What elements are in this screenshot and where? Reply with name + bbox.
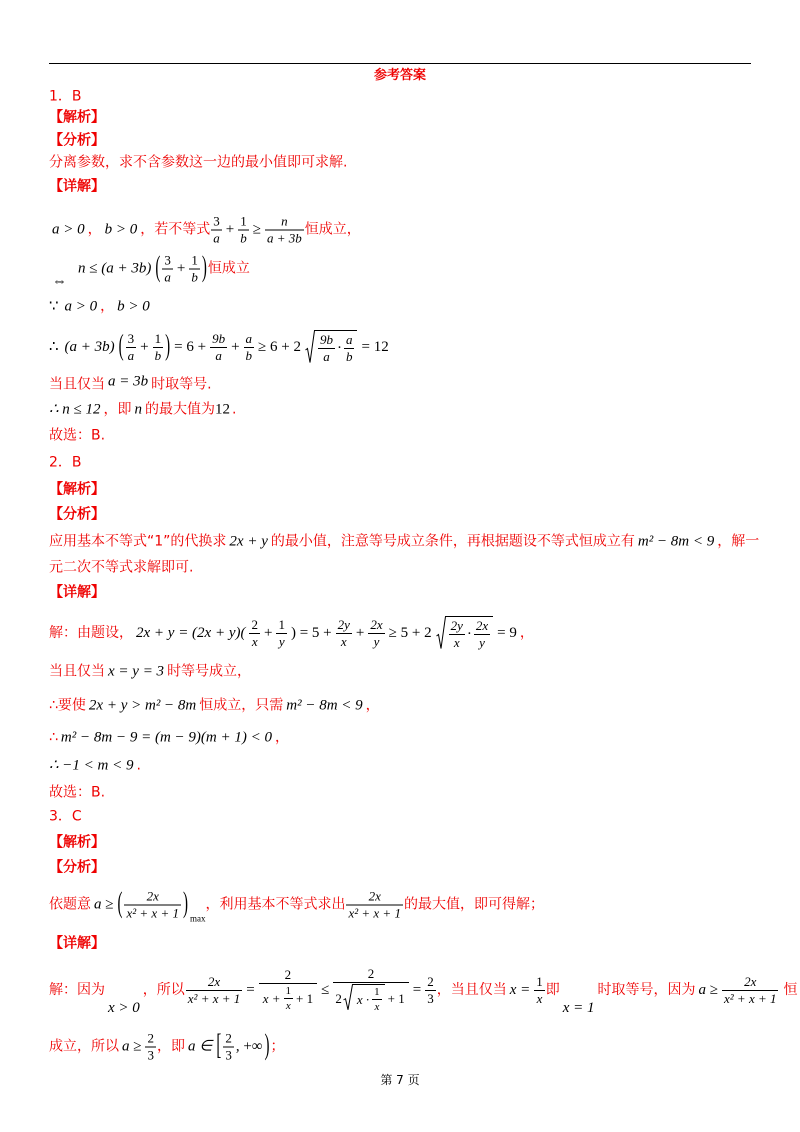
denominator: b	[154, 347, 162, 363]
q2-line-4	[49, 730, 289, 747]
operator: ≤	[321, 981, 330, 998]
fraction	[425, 975, 436, 1006]
operator: ·	[466, 625, 472, 642]
denominator: a	[213, 230, 220, 246]
q1-line-3	[49, 299, 153, 316]
denominator: y	[278, 633, 285, 649]
fraction	[244, 332, 255, 363]
numerator: 2	[259, 968, 317, 984]
fraction	[189, 254, 200, 285]
text-segment: 时取等号，因为	[597, 981, 696, 998]
question-number: 1．B	[49, 88, 82, 105]
numerator: 1	[374, 986, 380, 998]
denominator: a	[164, 269, 171, 285]
numerator: 2x	[722, 975, 778, 991]
fraction	[284, 985, 294, 1012]
radicand-part: x ·	[356, 991, 370, 1007]
fraction	[368, 618, 384, 649]
text-segment: 解：由题设，	[49, 624, 133, 641]
denominator: a	[127, 347, 135, 363]
fraction	[211, 215, 222, 246]
operator: =	[246, 981, 255, 998]
section-tag: 【解析】	[49, 834, 105, 851]
text-segment: ，	[274, 729, 289, 746]
math-expr: a ≥	[122, 1038, 142, 1055]
q2-tag-jiexi	[49, 482, 105, 499]
numerator: 2	[147, 1030, 154, 1046]
fraction	[449, 619, 465, 650]
denominator: x² + x + 1	[348, 905, 401, 921]
denominator: x	[340, 633, 347, 649]
fraction	[223, 1032, 234, 1063]
q3-tag-jiexi	[49, 835, 105, 852]
denominator: 3	[427, 990, 434, 1006]
numerator: 2	[251, 616, 258, 632]
text-segment: ，	[519, 624, 534, 641]
math-expr: = 12	[361, 338, 389, 355]
q1-line-4	[49, 330, 392, 364]
math-expr: = 9	[497, 624, 517, 641]
fraction	[265, 215, 304, 246]
section-tag: 【详解】	[49, 935, 105, 952]
operator: +	[231, 338, 240, 355]
text-segment: .	[136, 757, 141, 774]
denominator: x² + x + 1	[187, 990, 241, 1006]
text-segment: ∴要使	[49, 697, 86, 714]
operator: ≥	[252, 221, 261, 238]
text-segment: 应用基本不等式“1”的代换求	[49, 533, 227, 550]
numerator: 1	[191, 252, 198, 268]
math-expr: , +∞	[235, 1038, 263, 1055]
numerator: a	[345, 331, 353, 347]
fraction	[249, 618, 260, 649]
math-expr: x > 0	[108, 999, 140, 1016]
text-segment: 恒成立，只需	[199, 697, 284, 714]
math-expr: ≥ 5 + 2	[388, 624, 432, 641]
text-segment: 元二次不等式求解即可.	[49, 559, 194, 576]
fraction	[336, 618, 352, 649]
denominator-part: + 1	[387, 990, 405, 1006]
text-segment: 当且仅当	[49, 376, 105, 393]
numerator: 2	[427, 973, 434, 989]
section-tag: 【详解】	[49, 178, 105, 195]
operator: +	[176, 260, 186, 277]
answer-text: 故选：B.	[49, 427, 106, 444]
q3-number	[49, 809, 82, 826]
text-segment: ，即	[103, 401, 132, 418]
fraction	[346, 890, 402, 921]
analysis-text: 分离参数，求不含参数这一边的最小值即可求解.	[49, 154, 348, 171]
text-segment: 时等号成立，	[167, 663, 252, 680]
math-expr: 2x + y = (2x + y)(	[136, 624, 246, 641]
q3-line-1	[49, 966, 798, 1016]
question-number: 2．B	[49, 454, 82, 471]
q1-line-5	[49, 373, 212, 394]
q2-tag-xiangjie	[49, 585, 105, 602]
right-paren: )	[182, 888, 188, 920]
denominator: x	[374, 1001, 380, 1013]
fraction	[259, 968, 317, 1012]
denominator: a	[323, 348, 330, 364]
q2-line-2	[49, 664, 251, 681]
math-expr: ) = 5 +	[290, 624, 332, 641]
text-segment: 时取等号.	[151, 376, 212, 393]
numerator: 1	[154, 330, 162, 346]
math-expr: x = y = 3	[108, 663, 165, 680]
math-expr: 2x + y > m² − 8m	[88, 697, 197, 714]
math-expr: a > 0	[52, 221, 85, 238]
q3-tag-xiangjie	[49, 936, 105, 953]
text-segment: ，即	[156, 1038, 185, 1055]
denominator: 3	[147, 1047, 154, 1063]
text-segment: 的最小值，注意等号成立条件，再根据题设不等式恒成立有	[270, 533, 635, 550]
therefore-symbol: ∴	[49, 729, 58, 746]
q1-fenxi	[49, 155, 347, 172]
because-symbol: ∵	[49, 298, 59, 315]
fraction	[126, 332, 137, 363]
q2-line-5	[49, 758, 141, 775]
equivalence-symbol: ⇔	[52, 273, 67, 290]
numerator: n	[265, 215, 304, 231]
text-segment: 解：因为	[49, 981, 105, 998]
radical-sign	[305, 330, 315, 364]
denominator-part: 2	[335, 990, 342, 1006]
numerator: 2x	[346, 890, 402, 906]
math-expr: a > 0	[64, 298, 98, 315]
math-expr: m² − 8m < 9	[637, 533, 715, 550]
text-segment: 依题意	[49, 896, 91, 913]
numerator: 2x	[475, 617, 489, 633]
q1-line-6	[49, 402, 236, 419]
section-tag: 【分析】	[49, 132, 105, 149]
operator: +	[355, 624, 365, 641]
math-expr: a ≥	[698, 981, 718, 998]
left-paren: (	[117, 888, 123, 920]
text-segment: 恒成立，	[304, 221, 361, 238]
numerator: 9b	[212, 330, 226, 346]
numerator: 3	[164, 252, 171, 268]
left-paren: (	[118, 330, 124, 362]
denominator: a	[215, 347, 222, 363]
numerator: 2x	[370, 616, 383, 632]
math-expr: b > 0	[104, 221, 138, 238]
text-segment: 当且仅当	[49, 663, 105, 680]
operator: +	[225, 221, 235, 238]
text-segment: ，解一	[717, 533, 760, 550]
math-expr: ∴ n ≤ 12	[49, 401, 101, 418]
denominator	[259, 984, 317, 1012]
q3-line-2	[49, 1032, 284, 1063]
fraction	[333, 967, 408, 1013]
denominator: b	[191, 269, 198, 285]
q2-fenxi-line-1	[49, 534, 759, 551]
right-paren: )	[201, 252, 207, 284]
math-expr: a ∈	[187, 1038, 213, 1055]
section-tag: 【解析】	[49, 109, 105, 126]
numerator: 1	[240, 213, 247, 229]
q1-tag-fenxi	[49, 133, 105, 150]
q2-tag-fenxi	[49, 507, 105, 524]
numerator: 3	[213, 213, 220, 229]
math-expr: m² − 8m − 9 = (m − 9)(m + 1) < 0	[60, 729, 272, 746]
math-expr: x = 1	[562, 999, 595, 1016]
text-segment: 恒	[783, 981, 798, 998]
section-tag: 【详解】	[49, 584, 105, 601]
text-segment: ，当且仅当	[436, 981, 507, 998]
math-expr: m² − 8m < 9	[286, 697, 363, 714]
q3-fenxi	[49, 888, 544, 924]
section-tag: 【解析】	[49, 481, 105, 498]
max-subscript: max	[189, 913, 206, 924]
math-expr: (a + 3b)	[64, 338, 115, 355]
text-segment: 即	[545, 981, 560, 998]
q2-line-1	[49, 616, 534, 650]
square-root	[436, 616, 494, 650]
square-root	[305, 330, 358, 364]
denominator: y	[373, 633, 380, 649]
q2-number	[49, 455, 82, 472]
denominator-part: x +	[262, 990, 281, 1006]
numerator: 2y	[337, 616, 350, 632]
text-segment: ，利用基本不等式求出	[205, 896, 346, 913]
denominator: y	[479, 634, 485, 650]
q1-number	[49, 89, 82, 106]
fraction	[153, 332, 164, 363]
fraction	[534, 975, 545, 1006]
text-segment: 的最大值为	[145, 401, 216, 418]
radicand	[446, 616, 494, 650]
fraction	[474, 619, 490, 650]
q1-line-2	[49, 252, 250, 290]
denominator: b	[240, 230, 247, 246]
operator: +	[140, 338, 149, 355]
q3-tag-fenxi	[49, 860, 105, 877]
denominator: x	[536, 990, 543, 1006]
fraction	[344, 333, 355, 364]
fraction	[238, 215, 249, 246]
numerator: 1	[278, 616, 285, 632]
right-paren: )	[264, 1030, 270, 1062]
fraction	[162, 254, 173, 285]
q2-line-3	[49, 698, 380, 715]
left-bracket: [	[216, 1030, 222, 1062]
answer-text: 故选：B.	[49, 784, 106, 801]
numerator: 2	[333, 967, 408, 983]
denominator	[333, 983, 408, 1013]
text-segment: 若不等式	[154, 221, 211, 238]
math-expr: a ≥	[94, 896, 114, 913]
fraction	[145, 1032, 156, 1063]
q2-fenxi-line-2	[49, 560, 193, 577]
denominator: b	[345, 348, 353, 364]
denominator: a + 3b	[266, 230, 302, 246]
question-number: 3．C	[49, 808, 82, 825]
radical-sign	[436, 616, 446, 650]
section-tag: 【分析】	[49, 506, 105, 523]
denominator: 3	[225, 1047, 232, 1063]
denominator: b	[245, 347, 253, 363]
denominator: x² + x + 1	[724, 990, 777, 1006]
fraction	[318, 333, 335, 364]
numerator: 1	[536, 973, 543, 989]
operator: +	[263, 624, 273, 641]
operator: =	[412, 981, 422, 998]
math-expr: 12	[215, 401, 231, 418]
numerator: 2	[225, 1030, 232, 1046]
q1-tag-jiexi	[49, 110, 105, 127]
left-paren: (	[155, 252, 161, 284]
denominator: x	[285, 1000, 291, 1012]
math-expr: n ≤ (a + 3b)	[78, 260, 152, 277]
math-expr: a = 3b	[108, 373, 149, 390]
numerator: a	[245, 330, 253, 346]
math-expr: x =	[509, 981, 531, 998]
page-number: 第 7 页	[380, 1073, 420, 1087]
fraction	[276, 618, 287, 649]
denominator: x² + x + 1	[126, 905, 179, 921]
text-segment: 的最大值，即可得解；	[403, 896, 544, 913]
math-expr: ∴ −1 < m < 9	[49, 757, 134, 774]
numerator: 3	[127, 330, 135, 346]
numerator: 2y	[450, 617, 463, 633]
math-expr: = 6 +	[174, 338, 207, 355]
fraction	[186, 975, 242, 1006]
radical-sign	[343, 984, 353, 1011]
fraction	[124, 890, 180, 921]
fraction	[210, 332, 227, 363]
page-title: 参考答案	[373, 68, 426, 83]
text-segment: ，	[100, 298, 115, 315]
numerator: 1	[285, 985, 292, 997]
therefore-symbol: ∴	[49, 338, 59, 355]
text-segment: ，	[140, 221, 155, 238]
q1-tag-xiangjie	[49, 179, 105, 196]
text-segment: ；	[270, 1038, 285, 1055]
text-segment: 恒成立	[207, 260, 250, 277]
math-expr: b > 0	[117, 298, 150, 315]
fraction	[722, 975, 778, 1006]
denominator-part: + 1	[296, 990, 314, 1006]
square-root	[343, 984, 385, 1013]
numerator: 2x	[124, 890, 180, 906]
text-segment: ，所以	[142, 981, 185, 998]
fraction	[372, 986, 382, 1013]
math-expr: n	[134, 401, 143, 418]
section-tag: 【分析】	[49, 859, 105, 876]
radicand	[315, 330, 358, 364]
q1-answer	[49, 428, 105, 445]
numerator: 9b	[319, 331, 333, 347]
text-segment: 成立，所以	[49, 1038, 119, 1055]
denominator: x	[453, 634, 460, 650]
right-paren: )	[165, 330, 171, 362]
q2-answer	[49, 785, 105, 802]
numerator: 2x	[186, 975, 242, 991]
text-segment: ，	[365, 697, 380, 714]
text-segment: .	[232, 401, 237, 418]
q1-line-1	[49, 215, 361, 246]
math-expr: ≥ 6 + 2	[258, 338, 301, 355]
text-segment: ，	[87, 221, 102, 238]
operator: ·	[336, 339, 342, 356]
radicand	[353, 984, 385, 1013]
denominator: x	[251, 633, 258, 649]
math-expr: 2x + y	[229, 533, 268, 550]
